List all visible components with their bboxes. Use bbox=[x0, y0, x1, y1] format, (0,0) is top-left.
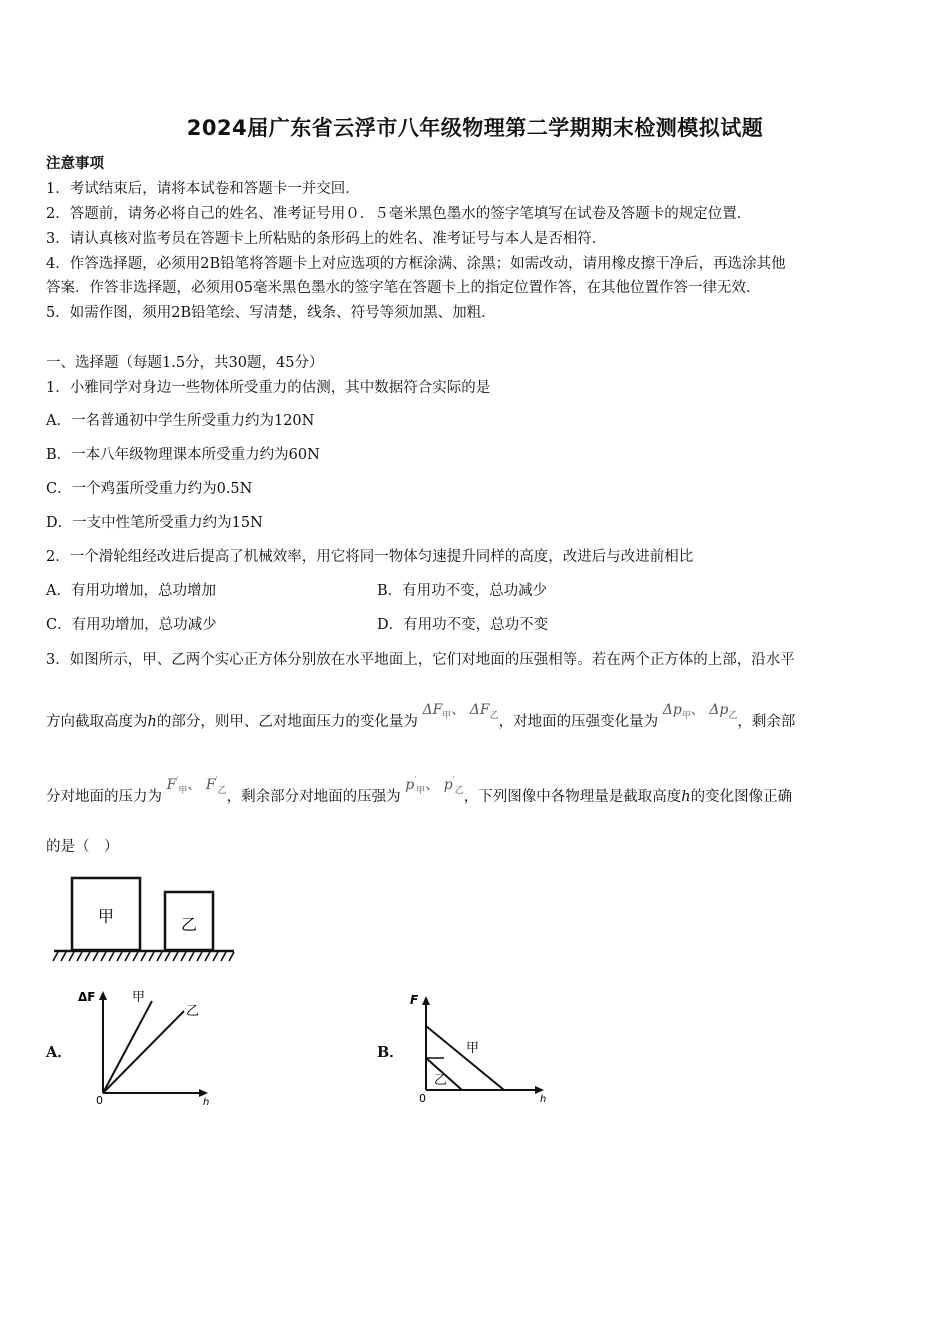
line-yi-label: 乙 bbox=[186, 1004, 200, 1019]
math-symbol: F bbox=[205, 777, 216, 793]
math-symbol: p bbox=[443, 777, 453, 793]
question-2-option-b: B．有用功不变，总功减少 bbox=[377, 583, 548, 599]
notice-item: 4．作答选择题，必须用2B铅笔将答题卡上对应选项的方框涂满、涂黑；如需改动，请用橡皮擦干净后，再选涂其他 bbox=[46, 256, 786, 272]
x-axis-label: h bbox=[203, 1097, 210, 1105]
question-1-option-d: D．一支中性笔所受重力约为15N bbox=[46, 515, 263, 531]
question-2-stem: 2．一个滑轮组经改进后提高了机械效率，用它将同一物体匀速提升同样的高度，改进后与改进前相比 bbox=[46, 549, 694, 565]
question-3-option-a-label: A． bbox=[46, 1044, 72, 1061]
question-1-option-b: B．一本八年级物理课本所受重力约为60N bbox=[46, 447, 320, 463]
math-prime: ′ bbox=[215, 776, 218, 787]
math-sub: 甲 bbox=[442, 710, 452, 721]
question-3-line-3 bbox=[46, 776, 793, 808]
question-2-option-c: C．有用功增加，总功减少 bbox=[46, 617, 217, 633]
origin-label: 0 bbox=[96, 1094, 103, 1105]
y-axis-label: F bbox=[410, 993, 419, 1007]
line-jia bbox=[103, 1001, 152, 1093]
text-span: 的变化图像正确 bbox=[690, 789, 793, 805]
text-span: ，对地面的压强变化量为 bbox=[498, 714, 659, 730]
text-span: 的部分，则甲、乙对地面压力的变化量为 bbox=[156, 714, 418, 730]
cube-yi-label: 乙 bbox=[180, 915, 198, 934]
origin-label: 0 bbox=[419, 1092, 426, 1105]
notice-item: 答案．作答非选择题，必须用05毫米黑色墨水的签字笔在答题卡上的指定位置作答，在其他位置作答一律无效． bbox=[46, 280, 761, 296]
math-h: h bbox=[681, 789, 691, 805]
question-3-line-4: 的是（ ） bbox=[46, 839, 119, 855]
math-symbol: Δp bbox=[709, 702, 729, 718]
math-symbol: Δp bbox=[662, 702, 682, 718]
y-axis-label: ΔF bbox=[78, 990, 96, 1004]
math-sub: 甲 bbox=[416, 785, 426, 796]
math-prime: ′ bbox=[452, 776, 455, 787]
line-jia-label: 甲 bbox=[466, 1041, 480, 1056]
math-sep: 、 bbox=[690, 702, 705, 718]
x-axis-arrow bbox=[199, 1089, 208, 1097]
math-h: h bbox=[147, 714, 157, 730]
question-2-option-d: D．有用功不变，总功不变 bbox=[377, 617, 549, 633]
cubes-figure bbox=[50, 872, 240, 967]
math-sep: 、 bbox=[451, 702, 466, 718]
notice-item: 1．考试结束后，请将本试卷和答题卡一并交回． bbox=[46, 181, 360, 197]
text-span: 分对地面的压力为 bbox=[46, 789, 162, 805]
math-prime: ′ bbox=[176, 776, 179, 787]
page-title: 2024届广东省云浮市八年级物理第二学期期末检测模拟试题 bbox=[186, 116, 764, 140]
text-span: ，剩余部分对地面的压强为 bbox=[226, 789, 401, 805]
y-axis-arrow bbox=[422, 996, 430, 1005]
math-sub: 乙 bbox=[489, 710, 499, 721]
cube-jia-label: 甲 bbox=[97, 907, 115, 926]
text-span: ，剩余部 bbox=[737, 714, 796, 730]
y-axis-arrow bbox=[99, 991, 107, 1000]
math-delta-p bbox=[662, 702, 738, 721]
math-p-remaining bbox=[405, 776, 464, 796]
math-delta-f bbox=[422, 702, 499, 721]
ground-hatch bbox=[53, 952, 234, 961]
question-3-option-b-label: B． bbox=[377, 1044, 404, 1061]
line-jia-label: 甲 bbox=[132, 990, 146, 1005]
notice-item: 2．答题前，请务必将自己的姓名、准考证号用０．５毫米黑色墨水的签字笔填写在试卷及答题卡的规定位置． bbox=[46, 206, 752, 222]
math-sub: 乙 bbox=[728, 710, 738, 721]
math-symbol: F bbox=[166, 777, 177, 793]
math-symbol: ΔF bbox=[469, 702, 490, 718]
math-sub: 甲 bbox=[178, 785, 188, 796]
math-prime: ′ bbox=[414, 776, 417, 787]
question-1-option-c: C．一个鸡蛋所受重力约为0.5N bbox=[46, 481, 253, 497]
math-symbol: p bbox=[405, 777, 415, 793]
math-sub: 乙 bbox=[454, 785, 464, 796]
question-2-option-a: A．有用功增加，总功增加 bbox=[46, 583, 216, 599]
section-heading: 一、选择题（每题1.5分，共30题，45分） bbox=[46, 355, 324, 371]
line-yi-label: 乙 bbox=[434, 1073, 448, 1088]
question-1-stem: 1．小雅同学对身边一些物体所受重力的估测，其中数据符合实际的是 bbox=[46, 380, 491, 396]
math-sub: 乙 bbox=[217, 785, 227, 796]
notice-item: 3．请认真核对监考员在答题卡上所粘贴的条形码上的姓名、准考证号与本人是否相符． bbox=[46, 231, 607, 247]
question-3-line-2 bbox=[46, 702, 796, 733]
math-sub: 甲 bbox=[681, 710, 691, 721]
line-yi bbox=[103, 1011, 184, 1093]
text-span: 方向截取高度为 bbox=[46, 714, 148, 730]
math-sep: 、 bbox=[187, 777, 202, 793]
notice-item: 5．如需作图，须用2B铅笔绘、写清楚，线条、符号等须加黑、加粗． bbox=[46, 305, 496, 321]
text-span: ，下列图像中各物理量是截取高度 bbox=[463, 789, 682, 805]
question-3-line-1: 3．如图所示，甲、乙两个实心正方体分别放在水平地面上，它们对地面的压强相等。若在两个正方体的上部，沿水平 bbox=[46, 652, 795, 668]
question-1-option-a: A．一名普通初中学生所受重力约为120N bbox=[46, 413, 315, 429]
graph-b bbox=[404, 990, 554, 1105]
math-sep: 、 bbox=[425, 777, 440, 793]
x-axis-arrow bbox=[535, 1086, 544, 1094]
notice-heading: 注意事项 bbox=[46, 155, 104, 172]
graph-a bbox=[72, 985, 222, 1105]
math-f-remaining bbox=[166, 776, 227, 796]
x-axis-label: h bbox=[540, 1094, 547, 1105]
math-symbol: ΔF bbox=[422, 702, 443, 718]
